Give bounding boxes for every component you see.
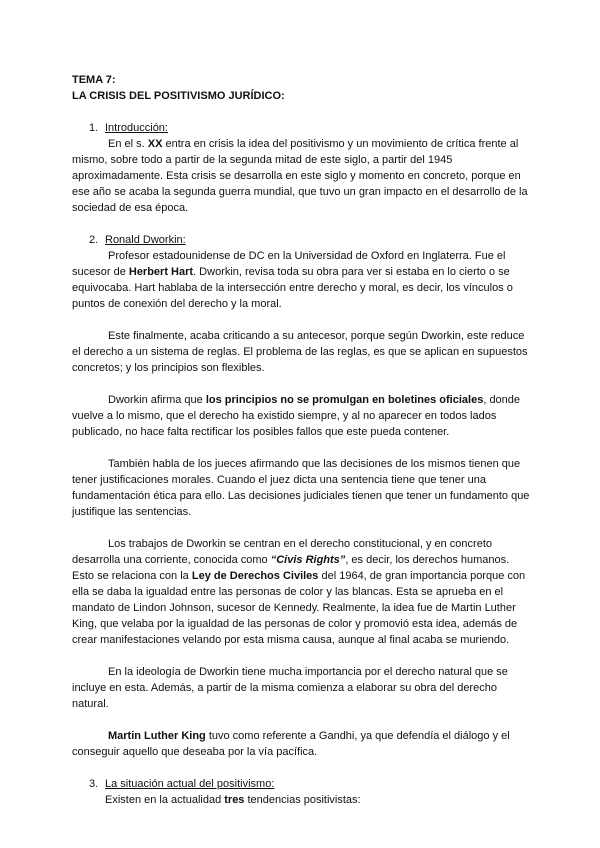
paragraph: Este finalmente, acaba criticando a su antecesor, porque según Dworkin, este reduce el derecho a un sistema de reglas. El problema de las reglas, es que se aplican en supuestos concretos; y los principios son flexibles.	[72, 330, 528, 374]
section-label: Ronald Dworkin:	[105, 234, 186, 246]
paragraph	[105, 792, 534, 808]
bold-italic-text: “Civis Rights”	[270, 554, 346, 566]
bold-text: Ley de Derechos Civiles	[191, 570, 319, 582]
title-line-1: TEMA 7:	[72, 74, 116, 86]
text-run: entra en crisis la idea del positivismo y un movimiento de crítica frente al mismo, sobre todo a partir de la segunda mitad de este siglo, a partir del 1945 aproximadamente. Esta crisis se desarrolla en este siglo y momento en concreto, porque en ese año se acaba la segunda guerra mundial, que tuvo un gran impacto en el desarrollo de la sociedad de esa época.	[72, 138, 528, 214]
title-line-2: LA CRISIS DEL POSITIVISMO JURÍDICO:	[72, 90, 285, 102]
section-heading	[89, 120, 534, 136]
bold-text: tres	[224, 794, 245, 806]
text-run: , es decir, los derechos humanos. Esto se relaciona con la	[72, 554, 510, 582]
text-run: En el s.	[108, 138, 148, 150]
section-ronald-dworkin	[72, 232, 534, 760]
bold-text: XX	[147, 138, 163, 150]
text-run: Los trabajos de Dworkin se centran en el derecho constitucional, y en concreto desarrolla una corriente, conocida como	[72, 538, 492, 566]
section-heading	[89, 232, 534, 248]
text-run: del 1964, de gran importancia porque con ella se daba la igualdad entre las personas de color y las blancas. Esta se aprueba en el mandato de Lindon Johnson, sucesor de Kennedy. Realmente, la idea fue de Martin Luther King, que velaba por la igualdad de las personas de color y promovió esta idea, además de crear manifestaciones velando por esta misma causa, aunque al final acaba se muriendo.	[72, 570, 526, 646]
text-run: Profesor estadounidense de DC en la Universidad de Oxford en Inglaterra. Fue el sucesor de	[72, 250, 506, 278]
text-run: tendencias positivistas:	[244, 794, 361, 806]
section-number: 1.	[89, 122, 99, 134]
paragraph	[72, 248, 534, 312]
text-run: Dworkin afirma que	[108, 394, 206, 406]
paragraph	[72, 392, 534, 440]
bold-text: Martin Luther King	[108, 730, 206, 742]
text-run: . Dworkin, revisa toda su obra para ver si estaba en lo cierto o se equivocaba. Hart hablaba de la intersección entre derecho y moral, es decir, los vínculos o puntos de conexión del derecho y la moral.	[72, 266, 513, 310]
section-number: 3.	[89, 778, 99, 790]
section-situacion-actual	[72, 776, 534, 808]
document-title	[72, 72, 534, 104]
text-run: , donde vuelve a lo mismo, que el derecho ha existido siempre, y al no aparecer en todos lados publicado, no hace falta rectificar los posibles fallos que este pueda contener.	[72, 394, 521, 438]
paragraph	[72, 136, 534, 216]
text-run: Existen en la actualidad	[105, 794, 225, 806]
paragraph: En la ideología de Dworkin tiene mucha importancia por el derecho natural que se incluye en esta. Además, a partir de la misma comienza a elaborar su obra del derecho natural.	[72, 666, 508, 710]
bold-text: Herbert Hart	[128, 266, 194, 278]
text-run: tuvo como referente a Gandhi, ya que defendía el diálogo y el conseguir aquello que deseaba por la vía pacífica.	[72, 730, 510, 758]
paragraph	[72, 728, 534, 760]
section-label: Introducción:	[105, 122, 168, 134]
paragraph	[72, 536, 534, 648]
section-heading	[89, 776, 534, 792]
bold-text: los principios no se promulgan en boletines oficiales	[205, 394, 484, 406]
section-label: La situación actual del positivismo:	[105, 778, 275, 790]
section-number: 2.	[89, 234, 99, 246]
paragraph: También habla de los jueces afirmando que las decisiones de los mismos tienen que tener justificaciones morales. Cuando el juez dicta una sentencia tiene que tener una fundamentación ética para ello. Las decisiones judiciales tienen que tener un fundamento que justifique las sentencias.	[72, 458, 530, 518]
section-introduccion	[72, 120, 534, 216]
